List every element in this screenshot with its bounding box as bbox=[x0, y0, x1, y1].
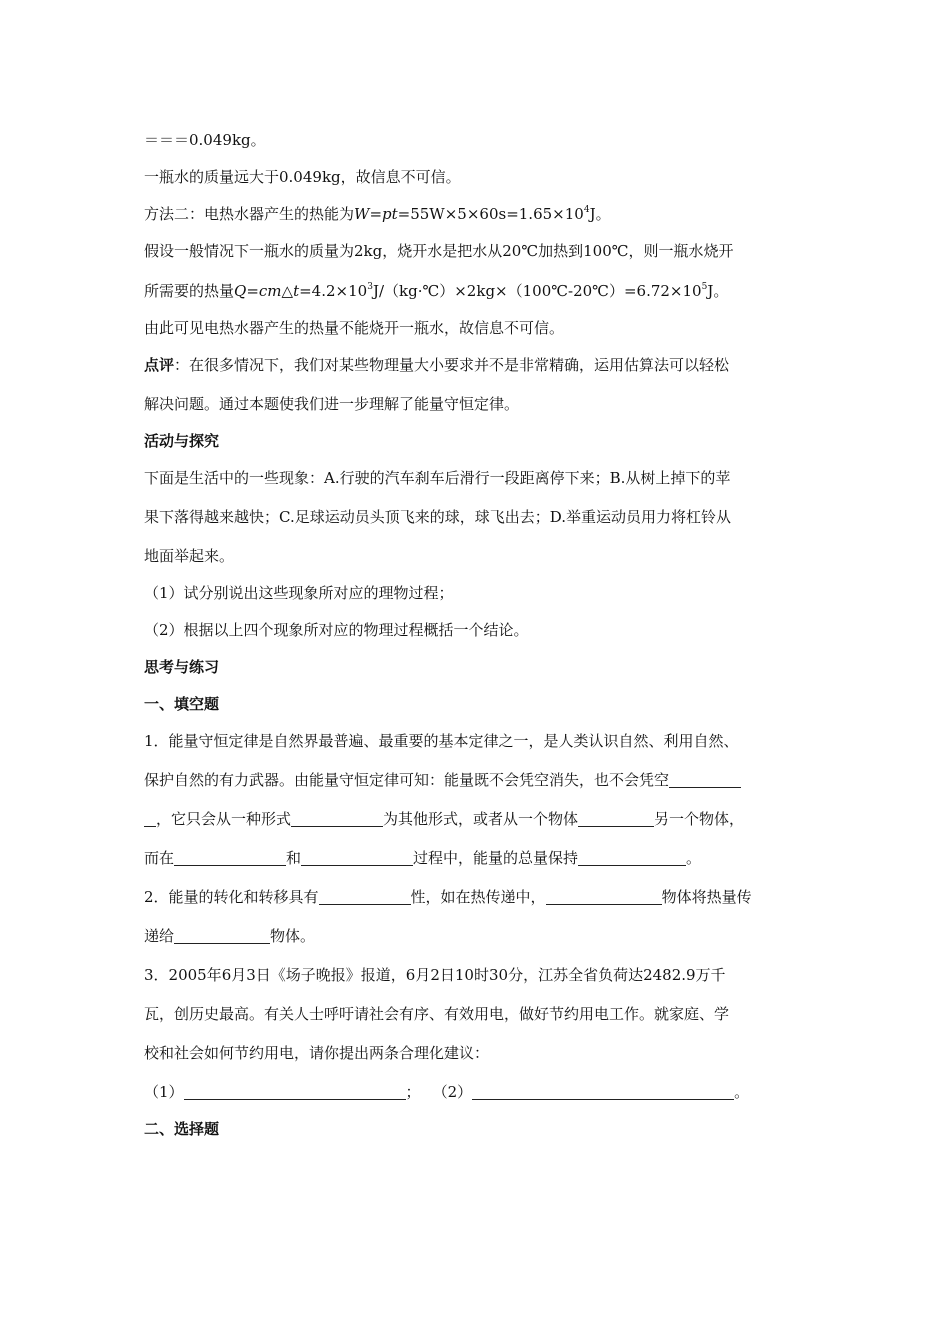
answer-blank[interactable] bbox=[546, 889, 662, 905]
q3-answer-line: （1） ； （2） 。 bbox=[144, 1083, 750, 1101]
heat-formula-line: 所需要的热量$Q=cm\triangle t=4.2\times 10^3J/(kg\cdot℃)\times 2kg\times(100℃-20℃)=6.72\times 10^5J$。 bbox=[144, 282, 729, 300]
activity-line-3: 地面举起来。 bbox=[144, 547, 235, 565]
q1-line-1: 1．能量守恒定律是自然界最普遍、最重要的基本定律之一，是人类认识自然、利用自然、 bbox=[144, 732, 739, 750]
section-fill-blank-heading: 一、填空题 bbox=[144, 695, 220, 713]
activity-line-1: 下面是生活中的一些现象：A.行驶的汽车刹车后滑行一段距离停下来；B.从树上掉下的苹 bbox=[144, 469, 731, 487]
activity-line-2: 果下落得越来越快；C.足球运动员头顶飞来的球，球飞出去；D.举重运动员用力将杠铃从 bbox=[144, 508, 731, 526]
answer-blank[interactable] bbox=[174, 850, 286, 866]
answer-blank[interactable] bbox=[578, 850, 686, 866]
q3-line-3: 校和社会如何节约用电，请你提出两条合理化建议： bbox=[144, 1044, 490, 1062]
practice-heading: 思考与练习 bbox=[144, 658, 220, 676]
answer-blank[interactable] bbox=[144, 811, 156, 827]
activity-question-2: （2）根据以上四个现象所对应的物理过程概括一个结论。 bbox=[144, 621, 529, 639]
conclusion-2: 由此可见电热水器产生的热量不能烧开一瓶水，故信息不可信。 bbox=[144, 319, 565, 337]
q3-line-2: 瓦，创历史最高。有关人士呼吁请社会有序、有效用电，做好节约用电工作。就家庭、学 bbox=[144, 1005, 730, 1023]
section-choice-heading: 二、选择题 bbox=[144, 1120, 220, 1138]
activity-question-1: （1）试分别说出这些现象所对应的理物过程； bbox=[144, 584, 454, 602]
answer-blank[interactable] bbox=[472, 1084, 734, 1100]
q1-line-4: 而在 和 过程中，能量的总量保持 。 bbox=[144, 849, 702, 867]
method1-result: ＝＝＝0.049kg。 bbox=[144, 131, 266, 149]
comment-line-1: 点评：在很多情况下，我们对某些物理量大小要求并不是非常精确，运用估算法可以轻松 bbox=[144, 356, 730, 374]
activity-heading: 活动与探究 bbox=[144, 432, 220, 450]
answer-blank[interactable] bbox=[669, 772, 741, 788]
q1-line-2: 保护自然的有力武器。由能量守恒定律可知：能量既不会凭空消失，也不会凭空 bbox=[144, 770, 741, 790]
answer-blank[interactable] bbox=[291, 811, 383, 827]
q2-line-2: 递给 物体。 bbox=[144, 927, 316, 945]
comment-line-2: 解决问题。通过本题使我们进一步理解了能量守恒定律。 bbox=[144, 395, 520, 413]
q1-line-3: ，它只会从一种形式 为其他形式，或者从一个物体 另一个物体， bbox=[144, 809, 744, 829]
comment-label: 点评 bbox=[144, 356, 175, 374]
answer-blank[interactable] bbox=[174, 928, 270, 944]
conclusion-1: 一瓶水的质量远大于0.049kg，故信息不可信。 bbox=[144, 168, 461, 186]
assumption-line: 假设一般情况下一瓶水的质量为2kg，烧开水是把水从20℃加热到100℃，则一瓶水烧开 bbox=[144, 242, 734, 260]
answer-blank[interactable] bbox=[301, 850, 413, 866]
q2-line-1: 2．能量的转化和转移具有 性，如在热传递中， 物体将热量传 bbox=[144, 888, 752, 906]
answer-blank[interactable] bbox=[184, 1084, 406, 1100]
answer-blank[interactable] bbox=[319, 889, 411, 905]
q3-line-1: 3．2005年6月3日《场子晚报》报道，6月2日10时30分，江苏全省负荷达2482.9万千 bbox=[144, 966, 726, 984]
method2-line: 方法二：电热水器产生的热能为$W=pt=55W\times 5\times 60s=1.65\times 10^4J$。 bbox=[144, 205, 611, 223]
answer-blank[interactable] bbox=[578, 811, 654, 827]
